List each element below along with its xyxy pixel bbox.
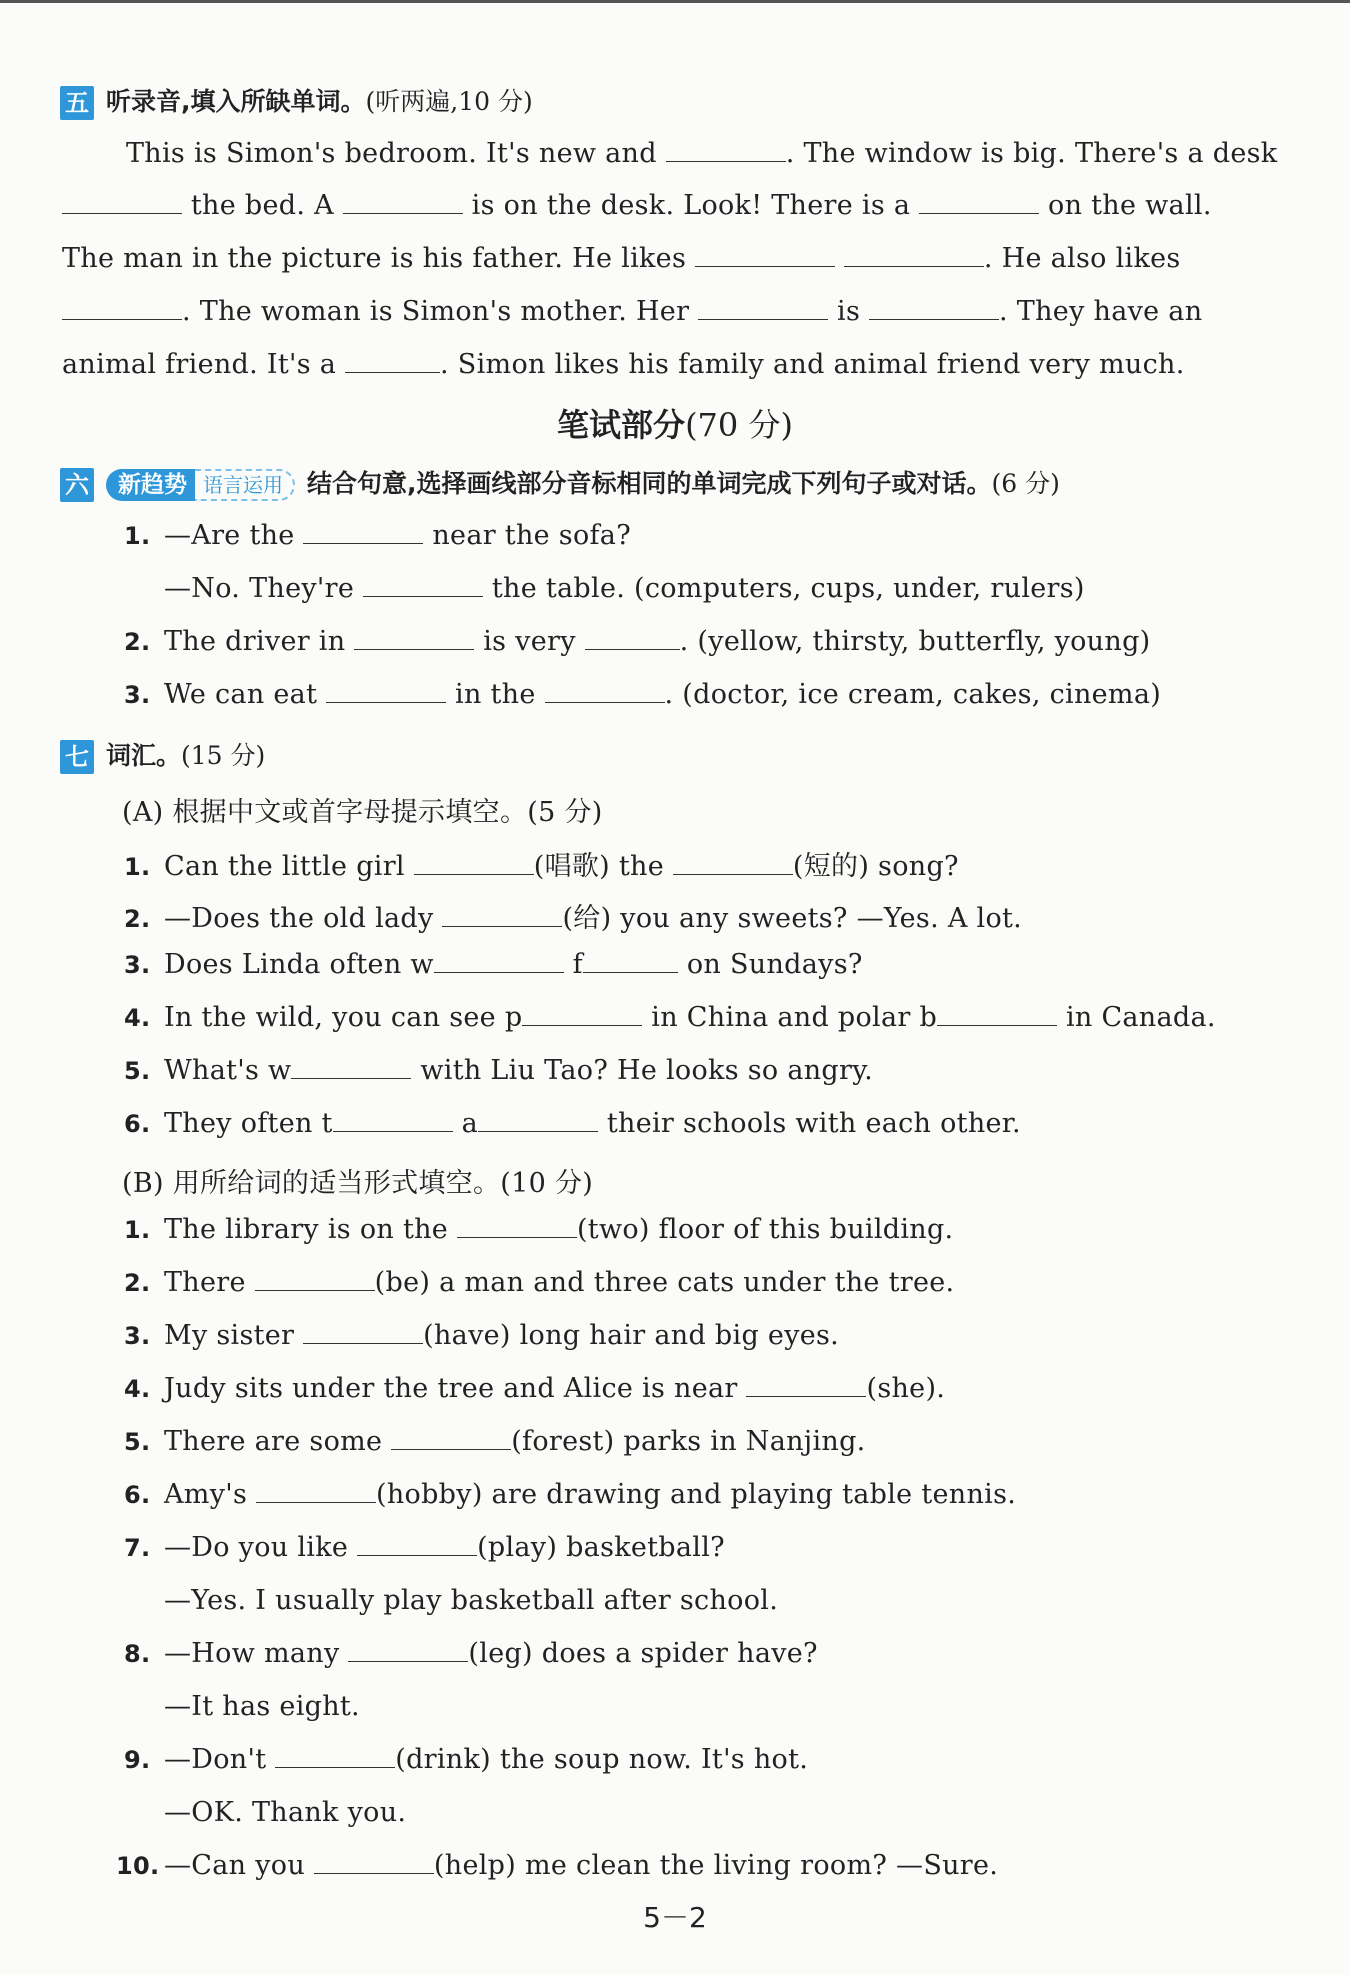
answer-blank[interactable] [333,1109,453,1132]
answer-blank[interactable] [746,1374,866,1397]
answer-blank[interactable] [937,1003,1057,1026]
section6-badge: 六 [60,468,94,502]
part-a-heading: (A) 根据中文或首字母提示填空。(5 分) [122,797,603,828]
answer-blank[interactable] [275,1745,395,1768]
s6-question-1b: —No. They're the table. (computers, cups, under, rulers) [164,573,1085,604]
s6-question-1a: 1. —Are the near the sofa? [124,520,631,551]
answer-blank[interactable] [303,1321,423,1344]
language-use-tag: 语言运用 [195,469,295,501]
page-number: 5－2 [643,1901,707,1934]
b-question-9: 9. —Don't (drink) the soup now. It's hot. [124,1744,809,1775]
s6-question-2: 2. The driver in is very . (yellow, thirsty, butterfly, young) [124,626,1151,657]
passage-line-5: animal friend. It's a . Simon likes his family and animal friend very much. [62,349,1185,380]
answer-blank[interactable] [585,627,680,650]
passage-line-4: . The woman is Simon's mother. Her is . They have an [62,296,1202,327]
b-question-6: 6. Amy's (hobby) are drawing and playing table tennis. [124,1479,1017,1510]
a-question-6: 6. They often t a their schools with each other. [124,1108,1021,1139]
answer-blank[interactable] [434,950,564,973]
a-question-1: 1. Can the little girl (唱歌) the (短的) song? [124,851,959,882]
answer-blank[interactable] [391,1427,511,1450]
answer-blank[interactable] [869,297,999,320]
b-question-7: 7. —Do you like (play) basketball? [124,1532,725,1563]
part-b-heading: (B) 用所给词的适当形式填空。(10 分) [122,1168,594,1199]
b-question-2: 2. There (be) a man and three cats under the tree. [124,1267,955,1298]
section5-title: 听录音,填入所缺单词。 [106,87,366,116]
answer-blank[interactable] [326,680,446,703]
answer-blank[interactable] [314,1851,434,1874]
answer-blank[interactable] [478,1109,598,1132]
s6-question-3: 3. We can eat in the . (doctor, ice cream, cakes, cinema) [124,679,1162,710]
answer-blank[interactable] [357,1533,477,1556]
written-part-title: 笔试部分(70 分) [557,406,793,444]
answer-blank[interactable] [62,297,182,320]
passage-line-1: This is Simon's bedroom. It's new and . The window is big. There's a desk [126,138,1278,169]
answer-blank[interactable] [348,1639,468,1662]
answer-blank[interactable] [256,1480,376,1503]
answer-blank[interactable] [545,680,665,703]
a-question-5: 5. What's w with Liu Tao? He looks so angry. [124,1055,874,1086]
passage-line-2: the bed. A is on the desk. Look! There is a on the wall. [62,190,1212,221]
answer-blank[interactable] [343,191,463,214]
a-question-3: 3. Does Linda often w f on Sundays? [124,949,863,980]
section6-header [60,464,1060,502]
section6-title: 结合句意,选择画线部分音标相同的单词完成下列句子或对话。 [307,469,992,498]
answer-blank[interactable] [303,521,423,544]
section5-badge: 五 [60,86,94,120]
b-question-1: 1. The library is on the (two) floor of this building. [124,1214,954,1245]
answer-blank[interactable] [457,1215,577,1238]
answer-blank[interactable] [673,852,793,875]
section5-points: (听两遍,10 分) [365,87,533,116]
b-question-7-answer: —Yes. I usually play basketball after school. [164,1585,779,1616]
section5-header [60,82,533,120]
answer-blank[interactable] [666,139,786,162]
trend-tag: 新趋势 [106,469,195,501]
section7-badge: 七 [60,740,94,774]
section6-points: (6 分) [991,469,1060,498]
answer-blank[interactable] [698,297,828,320]
answer-blank[interactable] [522,1003,642,1026]
b-question-10: 10. —Can you (help) me clean the living room? —Sure. [116,1850,999,1881]
section7-points: (15 分) [181,741,266,770]
a-question-4: 4. In the wild, you can see p in China and polar b in Canada. [124,1002,1216,1033]
answer-blank[interactable] [442,904,562,927]
a-question-2: 2. —Does the old lady (给) you any sweets? —Yes. A lot. [124,903,1023,934]
answer-blank[interactable] [919,191,1039,214]
answer-blank[interactable] [354,627,474,650]
answer-blank[interactable] [62,191,182,214]
answer-blank[interactable] [255,1268,375,1291]
b-question-3: 3. My sister (have) long hair and big eyes. [124,1320,840,1351]
answer-blank[interactable] [844,244,984,267]
b-question-4: 4. Judy sits under the tree and Alice is near (she). [124,1373,946,1404]
answer-blank[interactable] [345,350,440,373]
answer-blank[interactable] [414,852,534,875]
answer-blank[interactable] [291,1056,411,1079]
answer-blank[interactable] [695,244,835,267]
answer-blank[interactable] [583,950,678,973]
section7-title: 词汇。 [106,741,182,770]
b-question-8-answer: —It has eight. [164,1691,360,1722]
passage-line-3: The man in the picture is his father. He likes . He also likes [62,243,1181,274]
top-rule [0,0,1350,3]
b-question-8: 8. —How many (leg) does a spider have? [124,1638,818,1669]
section7-header [60,736,265,774]
answer-blank[interactable] [363,574,483,597]
b-question-5: 5. There are some (forest) parks in Nanjing. [124,1426,866,1457]
b-question-9-answer: —OK. Thank you. [164,1797,407,1828]
